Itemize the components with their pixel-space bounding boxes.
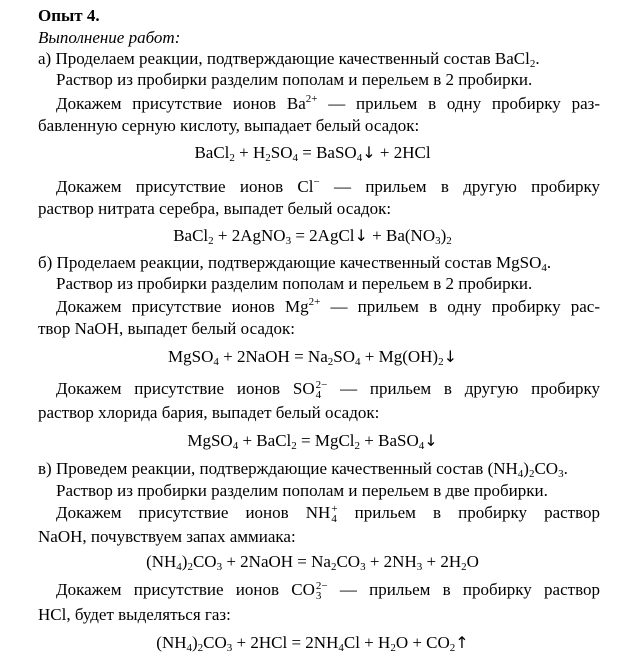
precipitate-arrow-icon: ↓: [424, 431, 438, 450]
part-b-ion1-line1: Докажем присутствие ионов $Mg^{2+}$ — прильем в одну пробирку рас-: [56, 296, 600, 316]
part-c-ion2-line2: HCl, будет выделяться газ:: [38, 605, 231, 624]
precipitate-arrow-icon: ↓: [443, 347, 457, 366]
part-c-split: Раствор из пробирки разделим пополам и перельем в две пробирки.: [56, 481, 548, 500]
part-b-ion2-line1: Докажем присутствие ионов SO 2− 4 — прильем в другую пробирку: [56, 379, 600, 402]
part-a-split: Раствор из пробирки разделим пополам и перельем в 2 пробирки.: [56, 70, 533, 89]
part-c-equation-2: $(NH_4)_2CO_3 + 2HCl = 2NH_4Cl + H_2O$ + $CO_2↑$: [156, 633, 469, 654]
part-a-equation-2: BaCl$_2$ + 2AgNO$_3$ = 2AgCl↓ + $Ba(NO_3)_2$: [173, 226, 452, 247]
part-b-equation-2: MgSO$_4$ + BaCl$_2$ = MgCl$_2$ + BaSO$_4$↓: [187, 431, 438, 452]
part-a-ion2-line2: раствор нитрата серебра, выпадет белый осадок:: [38, 199, 392, 218]
precipitate-arrow-icon: ↓: [354, 226, 368, 245]
part-a-ion1-line2: бавленную серную кислоту, выпадает белый осадок:: [38, 116, 420, 135]
part-b-intro: б) Проделаем реакции, подтверждающие качественный состав MgSO$_4$.: [38, 253, 552, 274]
part-b-equation-1: MgSO$_4$ + 2NaOH = $Na_2SO_4$ + $Mg(OH)_2↓$: [168, 347, 457, 368]
part-a-equation-1: BaCl$_2$ + $H_2SO_4$ = BaSO$_4$↓ + 2HCl: [194, 143, 431, 164]
part-c-equation-1: $(NH_4)_2CO_3$ + 2NaOH = $Na_2CO_3 + 2NH_3 + 2H_2O$: [146, 552, 479, 573]
part-c-intro: в) Проведем реакции, подтверждающие качественный состав $(NH_4)_2CO_3$.: [38, 459, 568, 480]
part-c-ion1-line1: Докажем присутствие ионов NH + 4 прильем в пробирку раствор: [56, 503, 600, 526]
part-a-ion2-line1: Докажем присутствие ионов Cl− — прильем в другую пробирку: [56, 176, 600, 196]
part-b-ion1-line2: твор NaOH, выпадет белый осадок:: [38, 319, 296, 338]
part-a-intro: а) Проделаем реакции, подтверждающие качественный состав BaCl$_2$.: [38, 49, 540, 70]
part-c-ion1-line2: NaOH, почувствуем запах аммиака:: [38, 527, 296, 546]
part-a-ion1-line1: Докажем присутствие ионов $Ba^{2+}$ — прильем в одну пробирку раз-: [56, 93, 601, 113]
gas-arrow-icon: ↑: [455, 633, 469, 652]
experiment-title: Опыт 4.: [38, 6, 100, 25]
subtitle: Выполнение работ:: [38, 28, 181, 47]
part-b-ion2-line2: раствор хлорида бария, выпадет белый осадок:: [38, 403, 380, 422]
precipitate-arrow-icon: ↓: [362, 143, 376, 162]
part-c-ion2-line1: Докажем присутствие ионов CO 2− 3 — прильем в пробирку раствор: [56, 580, 600, 603]
part-b-split: Раствор из пробирки разделим пополам и перельем в 2 пробирки.: [56, 274, 533, 293]
